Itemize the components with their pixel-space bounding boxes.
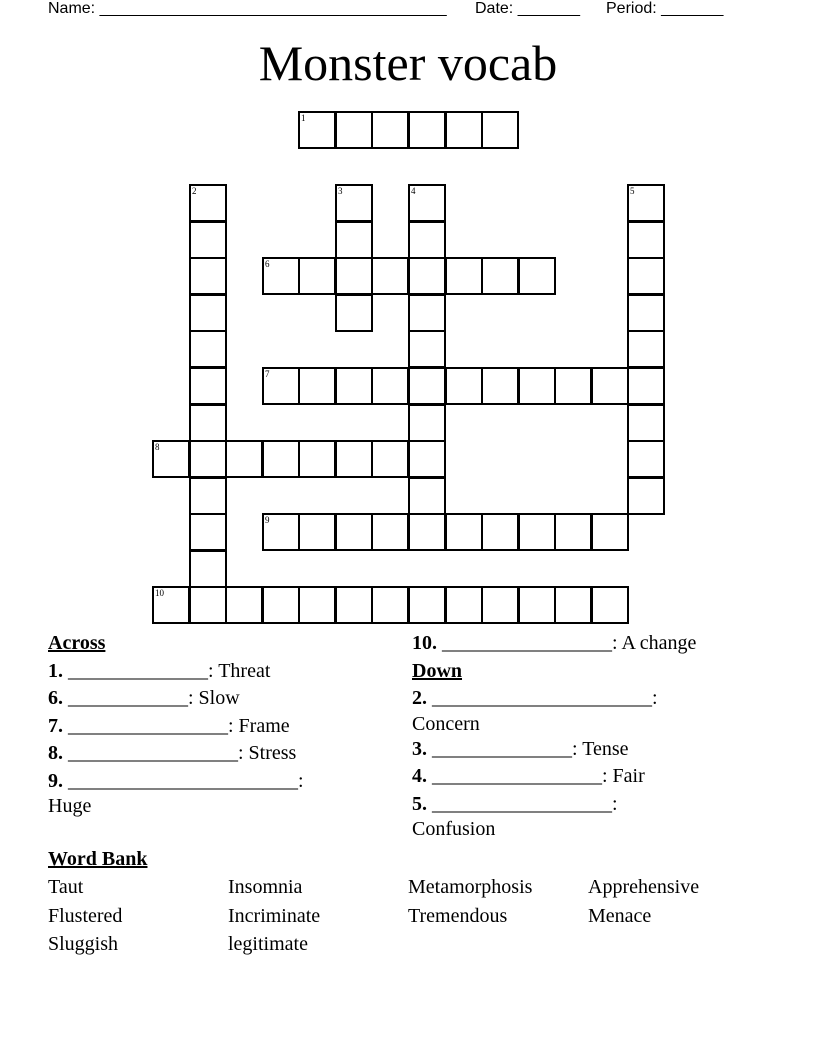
crossword-cell[interactable] (627, 184, 665, 222)
word-bank-item: Apprehensive (588, 876, 700, 898)
clue-number-label: 3 (338, 186, 343, 196)
crossword-cell[interactable] (371, 513, 409, 551)
crossword-cell[interactable] (627, 330, 665, 368)
crossword-cell[interactable] (627, 477, 665, 515)
crossword-cell[interactable] (518, 367, 556, 405)
word-bank-item: Incriminate (228, 904, 321, 927)
crossword-cell[interactable] (189, 257, 227, 295)
crossword-cell[interactable] (445, 513, 483, 551)
crossword-cell[interactable] (298, 111, 336, 149)
clue-number: 8. (48, 742, 63, 764)
word-bank-item: Taut (48, 876, 84, 898)
crossword-cell[interactable] (335, 111, 373, 149)
crossword-cell[interactable] (408, 440, 446, 478)
crossword-cell[interactable] (298, 586, 336, 624)
word-bank-heading: Word Bank (48, 848, 148, 870)
down-clues (412, 630, 772, 841)
crossword-cell[interactable] (408, 184, 446, 222)
clue-text[interactable]: _________________: Fair (427, 765, 645, 787)
clue-text[interactable]: ______________________: (427, 687, 658, 709)
clue-across-8 (48, 740, 378, 768)
clue-number: 9. (48, 769, 63, 792)
crossword-cell[interactable] (408, 330, 446, 368)
clue-across-9-continuation: Huge (48, 795, 92, 817)
word-bank-item: Insomnia (228, 876, 303, 898)
crossword-cell[interactable] (335, 513, 373, 551)
crossword-cell[interactable] (445, 586, 483, 624)
crossword-cell[interactable] (627, 294, 665, 332)
crossword-cell[interactable] (262, 513, 300, 551)
crossword-cell[interactable] (298, 367, 336, 405)
crossword-cell[interactable] (298, 257, 336, 295)
crossword-cell[interactable] (481, 513, 519, 551)
crossword-cell[interactable] (335, 294, 373, 332)
clue-number-label: 1 (301, 113, 306, 123)
crossword-cell[interactable] (554, 586, 592, 624)
clue-across-7 (48, 713, 378, 741)
crossword-cell[interactable] (189, 294, 227, 332)
clue-across-10 (412, 630, 772, 658)
crossword-cell[interactable] (408, 404, 446, 442)
across-heading: Across (48, 632, 106, 654)
clue-number: 5. (412, 792, 427, 815)
crossword-cell[interactable] (189, 513, 227, 551)
clue-number: 2. (412, 687, 427, 709)
crossword-cell[interactable] (408, 111, 446, 149)
crossword-cell[interactable] (445, 257, 483, 295)
crossword-cell[interactable] (518, 586, 556, 624)
down-heading: Down (412, 659, 463, 682)
clue-text[interactable]: ________________: Frame (63, 714, 290, 737)
crossword-cell[interactable] (189, 550, 227, 588)
word-bank-item: Tremendous (408, 904, 508, 927)
name-field[interactable]: Name: _______________________________________ (48, 0, 447, 17)
crossword-cell[interactable] (481, 111, 519, 149)
clue-text[interactable]: _________________: A change (437, 632, 697, 654)
clue-number-label: 2 (192, 186, 197, 196)
crossword-cell[interactable] (152, 440, 190, 478)
crossword-cell[interactable] (225, 586, 263, 624)
clue-text[interactable]: ____________: Slow (63, 687, 240, 709)
clue-down-5 (412, 791, 772, 819)
clue-number-label: 9 (265, 515, 270, 525)
word-bank-item: legitimate (228, 933, 308, 956)
crossword-cell[interactable] (262, 440, 300, 478)
crossword-cell[interactable] (408, 513, 446, 551)
clue-down-4 (412, 763, 772, 791)
clue-text[interactable]: ______________: Tense (427, 737, 629, 760)
crossword-cell[interactable] (189, 221, 227, 259)
crossword-cell[interactable] (408, 257, 446, 295)
crossword-cell[interactable] (152, 586, 190, 624)
crossword-cell[interactable] (627, 221, 665, 259)
crossword-cell[interactable] (591, 367, 629, 405)
crossword-cell[interactable] (298, 440, 336, 478)
crossword-cell[interactable] (262, 257, 300, 295)
clue-across-6 (48, 685, 378, 713)
word-bank-item: Menace (588, 904, 652, 927)
crossword-cell[interactable] (335, 257, 373, 295)
crossword-cell[interactable] (627, 257, 665, 295)
clue-down-5-continuation: Confusion (412, 818, 496, 840)
crossword-cell[interactable] (518, 257, 556, 295)
clue-down-3 (412, 736, 772, 764)
word-bank-item: Metamorphosis (408, 876, 533, 898)
crossword-cell[interactable] (189, 404, 227, 442)
crossword-cell[interactable] (481, 586, 519, 624)
page-title: Monster vocab (258, 35, 558, 91)
crossword-cell[interactable] (591, 513, 629, 551)
across-clues (48, 630, 378, 818)
crossword-cell[interactable] (408, 294, 446, 332)
crossword-cell[interactable] (591, 586, 629, 624)
crossword-cell[interactable] (262, 586, 300, 624)
crossword-cell[interactable] (335, 586, 373, 624)
crossword-cell[interactable] (408, 586, 446, 624)
crossword-cell[interactable] (189, 330, 227, 368)
crossword-cell[interactable] (481, 367, 519, 405)
crossword-cell[interactable] (335, 440, 373, 478)
crossword-cell[interactable] (371, 586, 409, 624)
crossword-cell[interactable] (298, 513, 336, 551)
clue-number-label: 6 (265, 259, 270, 269)
crossword-cell[interactable] (189, 367, 227, 405)
clue-number-label: 8 (155, 442, 160, 452)
period-field[interactable]: Period: _______ (606, 0, 724, 17)
crossword-cell[interactable] (371, 111, 409, 149)
crossword-cell[interactable] (554, 513, 592, 551)
crossword-cell[interactable] (627, 367, 665, 405)
crossword-cell[interactable] (371, 367, 409, 405)
crossword-cell[interactable] (408, 367, 446, 405)
crossword-cell[interactable] (335, 221, 373, 259)
crossword-cell[interactable] (225, 440, 263, 478)
clue-text[interactable]: _______________________: (63, 769, 304, 792)
clue-number-label: 5 (630, 186, 635, 196)
crossword-cell[interactable] (371, 440, 409, 478)
word-bank-item: Flustered (48, 904, 123, 927)
crossword-cell[interactable] (335, 184, 373, 222)
crossword-cell[interactable] (189, 586, 227, 624)
clue-down-2-continuation: Concern (412, 712, 480, 735)
clue-down-2 (412, 685, 772, 713)
crossword-cell[interactable] (335, 367, 373, 405)
clue-number: 4. (412, 765, 427, 787)
crossword-cell[interactable] (627, 440, 665, 478)
crossword-cell[interactable] (189, 477, 227, 515)
clue-text[interactable]: _________________: Stress (63, 742, 297, 764)
clue-number: 7. (48, 714, 63, 737)
crossword-cell[interactable] (518, 513, 556, 551)
date-field[interactable]: Date: _______ (475, 0, 580, 17)
clue-text[interactable]: ______________: Threat (63, 659, 271, 682)
crossword-cell[interactable] (445, 111, 483, 149)
crossword-cell[interactable] (262, 367, 300, 405)
clue-number-label: 7 (265, 369, 270, 379)
clue-number: 1. (48, 659, 63, 682)
clue-across-9 (48, 768, 378, 796)
crossword-cell[interactable] (189, 184, 227, 222)
crossword-cell[interactable] (445, 367, 483, 405)
crossword-cell[interactable] (627, 404, 665, 442)
clue-number: 10. (412, 632, 437, 654)
clue-number-label: 10 (155, 588, 164, 598)
crossword-cell[interactable] (371, 257, 409, 295)
crossword-cell[interactable] (408, 477, 446, 515)
crossword-cell[interactable] (481, 257, 519, 295)
crossword-cell[interactable] (408, 221, 446, 259)
crossword-cell[interactable] (554, 367, 592, 405)
crossword-cell[interactable] (189, 440, 227, 478)
clue-number: 6. (48, 687, 63, 709)
word-bank-item: Sluggish (48, 933, 119, 956)
clue-across-1 (48, 658, 378, 686)
clue-number-label: 4 (411, 186, 416, 196)
clue-text[interactable]: __________________: (427, 792, 618, 815)
clue-number: 3. (412, 737, 427, 760)
